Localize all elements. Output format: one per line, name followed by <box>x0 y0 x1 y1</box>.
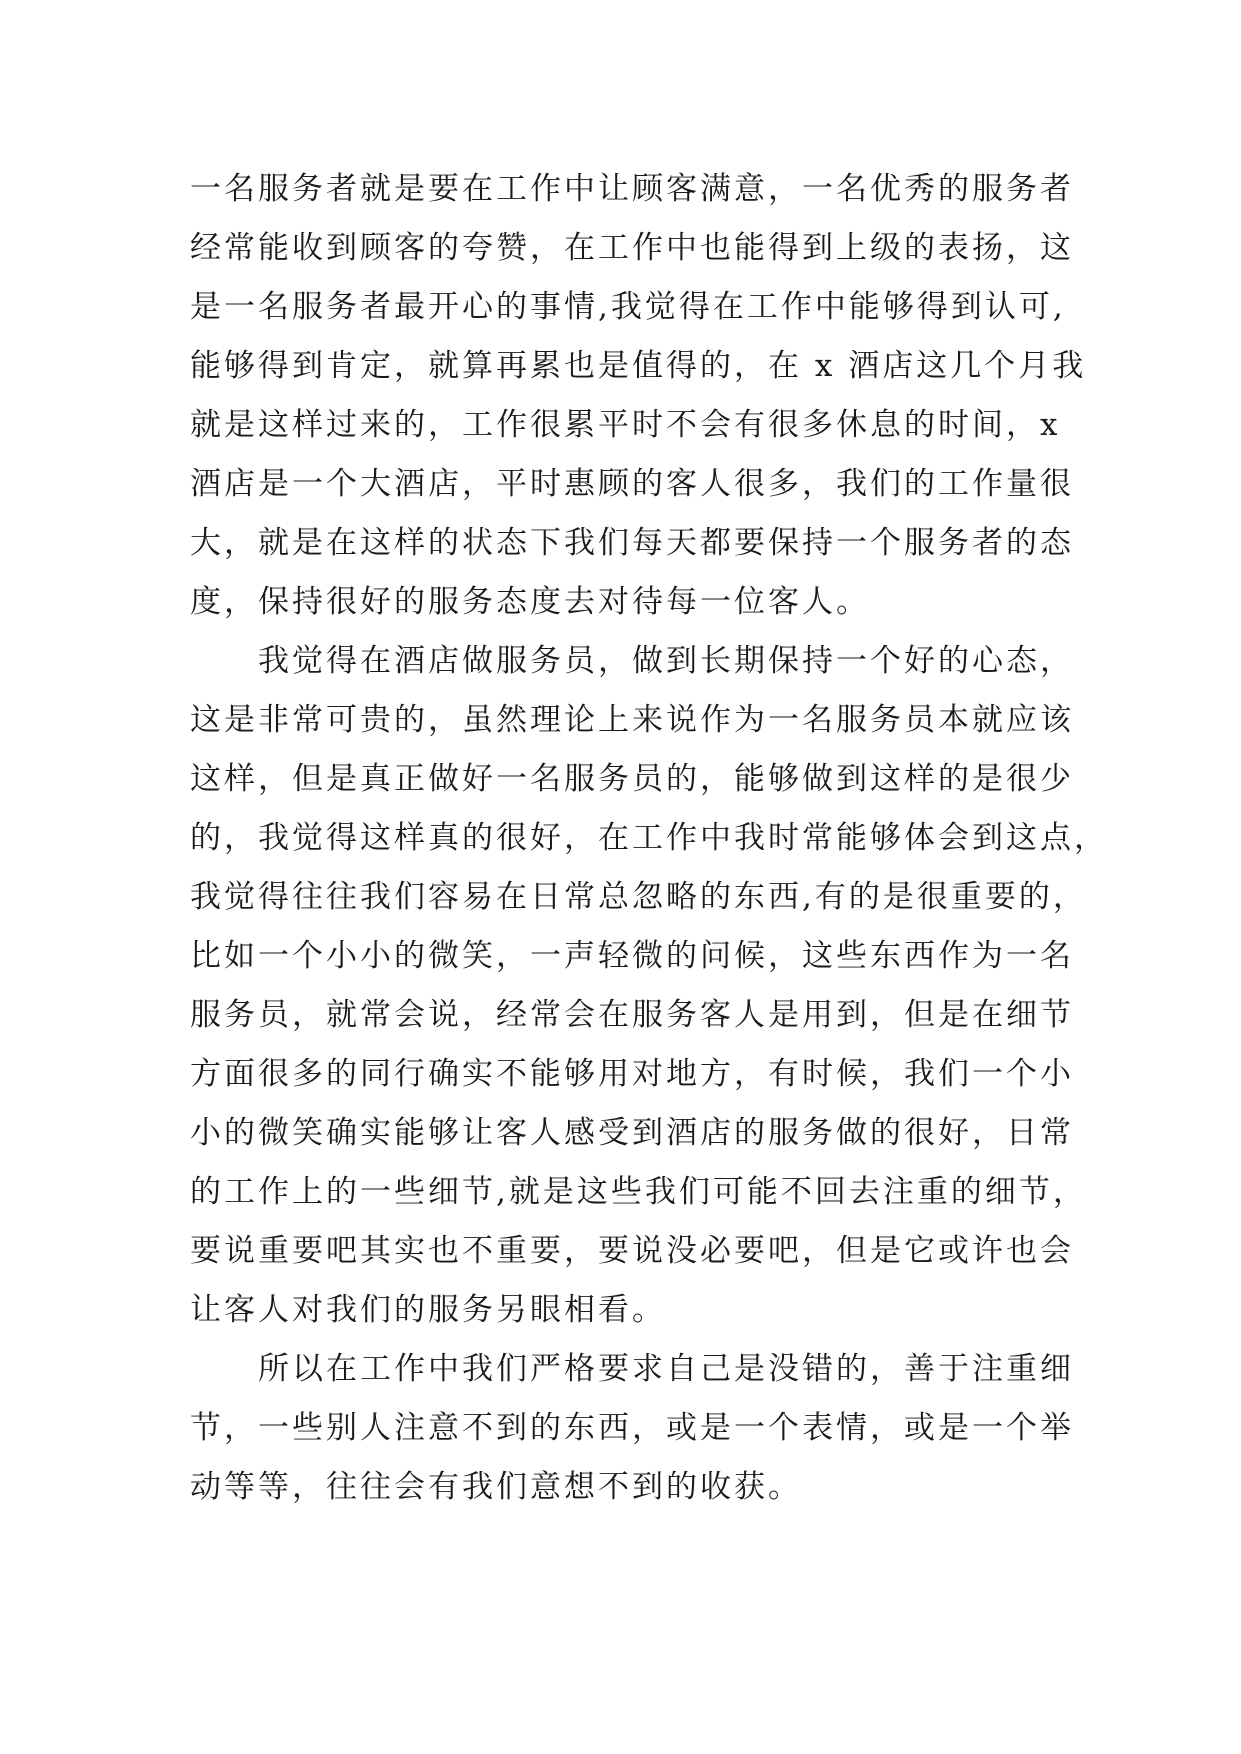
body-text <box>190 160 1108 1517</box>
text-line: 节，一些别人注意不到的东西，或是一个表情，或是一个举 <box>190 1410 1074 1446</box>
text-line: 比如一个小小的微笑，一声轻微的问候，这些东西作为一名 <box>190 938 1074 974</box>
text-line: 的，我觉得这样真的很好，在工作中我时常能够体会到这点， <box>190 820 1108 856</box>
text-line: 所以在工作中我们严格要求自己是没错的，善于注重细 <box>190 1351 1074 1387</box>
text-line: 让客人对我们的服务另眼相看。 <box>190 1292 666 1328</box>
text-line: 度，保持很好的服务态度去对待每一位客人。 <box>190 584 870 620</box>
text-line: 方面很多的同行确实不能够用对地方，有时候，我们一个小 <box>190 1056 1074 1092</box>
text-line: 动等等，往往会有我们意想不到的收获。 <box>190 1469 802 1505</box>
text-line: 服务员，就常会说，经常会在服务客人是用到，但是在细节 <box>190 997 1074 1033</box>
text-line: 就是这样过来的，工作很累平时不会有很多休息的时间，x <box>190 407 1061 443</box>
text-line: 大，就是在这样的状态下我们每天都要保持一个服务者的态 <box>190 525 1074 561</box>
text-line: 我觉得往往我们容易在日常总忽略的东西,有的是很重要的， <box>190 879 1087 915</box>
text-line: 我觉得在酒店做服务员，做到长期保持一个好的心态， <box>190 643 1074 679</box>
text-line: 这样，但是真正做好一名服务员的，能够做到这样的是很少 <box>190 761 1074 797</box>
text-line: 这是非常可贵的，虽然理论上来说作为一名服务员本就应该 <box>190 702 1074 738</box>
text-line: 经常能收到顾客的夸赞，在工作中也能得到上级的表扬，这 <box>190 230 1074 266</box>
text-line: 小的微笑确实能够让客人感受到酒店的服务做的很好，日常 <box>190 1115 1074 1151</box>
text-line: 一名服务者就是要在工作中让顾客满意，一名优秀的服务者 <box>190 171 1074 207</box>
text-line: 的工作上的一些细节,就是这些我们可能不回去注重的细节， <box>190 1174 1087 1210</box>
text-line: 是一名服务者最开心的事情,我觉得在工作中能够得到认可, <box>190 289 1066 325</box>
text-line: 酒店是一个大酒店，平时惠顾的客人很多，我们的工作量很 <box>190 466 1074 502</box>
text-line: 能够得到肯定，就算再累也是值得的，在 x 酒店这几个月我 <box>190 348 1087 384</box>
text-line: 要说重要吧其实也不重要，要说没必要吧，但是它或许也会 <box>190 1233 1074 1269</box>
